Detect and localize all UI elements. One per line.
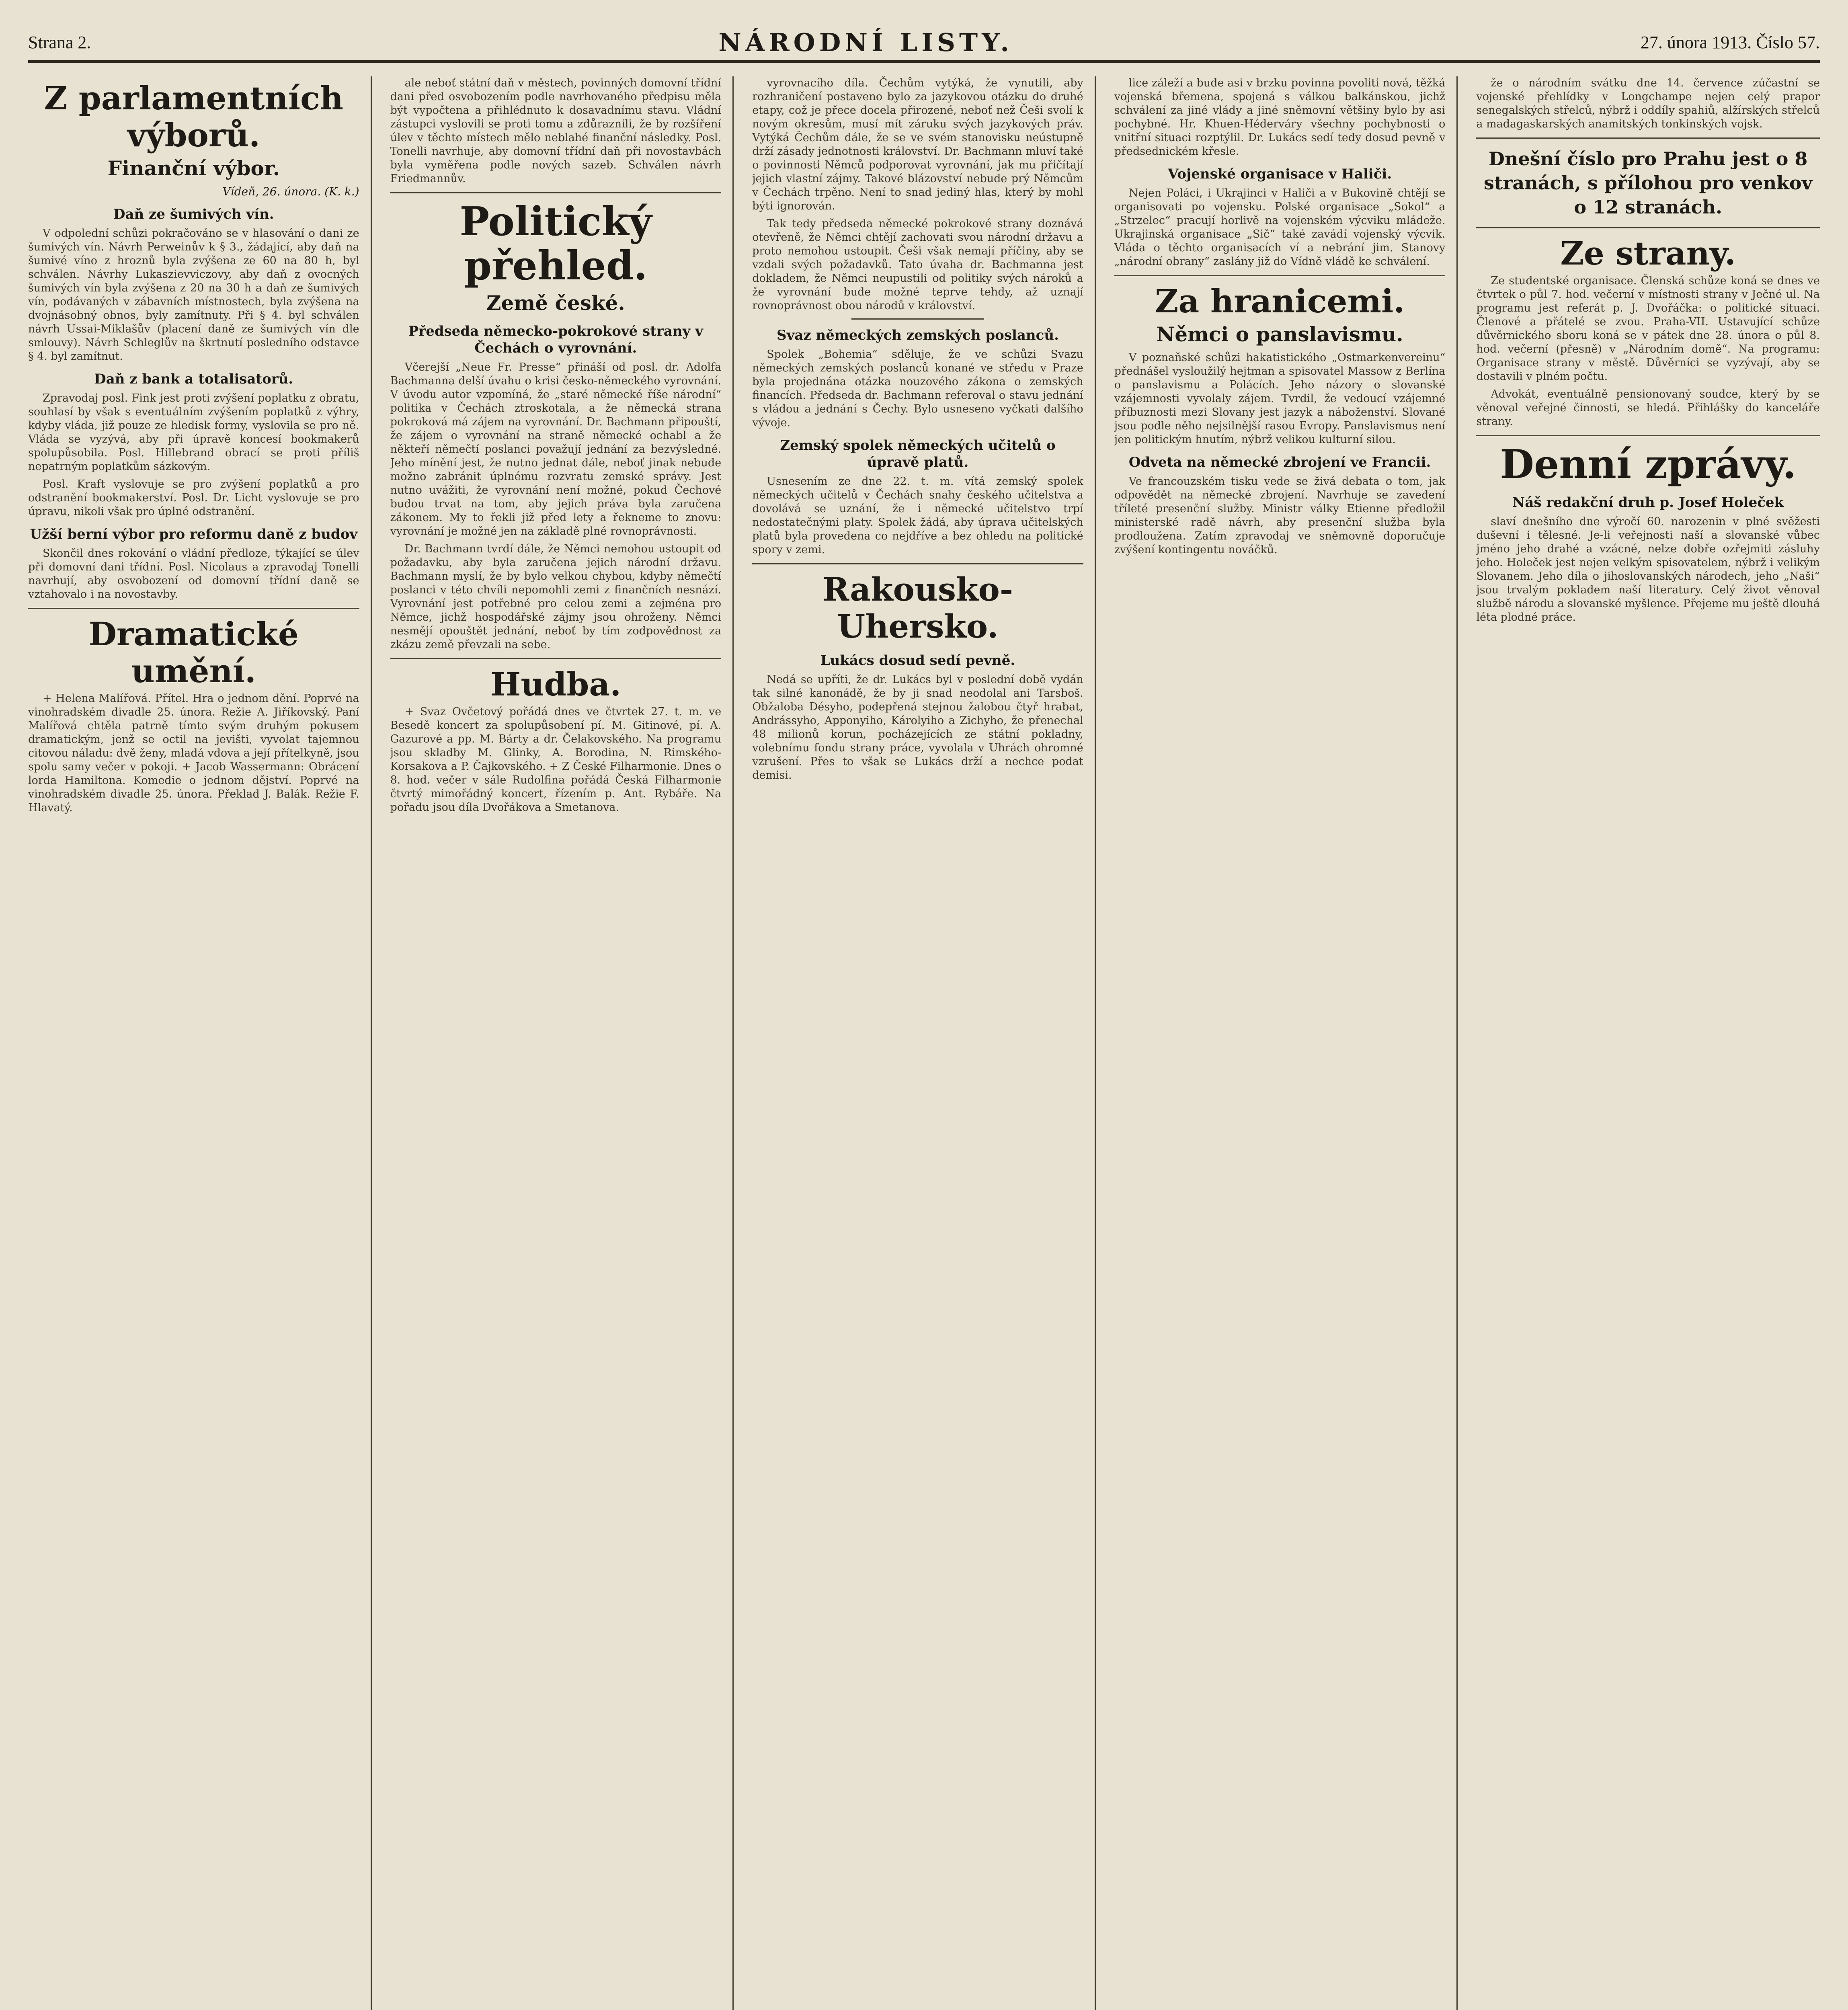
running-head <box>28 24 1820 63</box>
divider <box>390 658 722 659</box>
divider <box>752 563 1083 564</box>
article-text: Usnesením ze dne 22. t. m. vítá zemský spolek německých učitelů v Čechách snahy českého učitelstva a dovolává se uznání, že i německé učitelstvo trpí nedostatečnými platy. Spolek žádá, aby úprava učitelských platů byla provedena co nejdříve a bez ohledu na politické spory v zemi. <box>752 475 1083 556</box>
issue-date: 27. února 1913. Číslo 57. <box>1640 32 1820 52</box>
divider <box>28 608 359 609</box>
item-title-france: Odveta na německé zbrojení ve Francii. <box>1128 454 1431 470</box>
column-2 <box>390 76 734 2010</box>
divider <box>1476 227 1820 228</box>
item-title-galicia: Vojenské organisace v Haliči. <box>1168 166 1392 182</box>
column-5 <box>1476 76 1820 2010</box>
article-text: Ze studentské organisace. Členská schůze koná se dnes ve čtvrtek o půl 7. hod. večerní v místnosti strany v Ječné ul. Na programu jest referát p. J. Dvořáčka: o politické situaci. Členové a přátelé se zvou. Praha-VII. Ustavující schůze důvěrnického sboru koná se v pátek dne 28. února o půl 8. hod. večerní (přesně) v „Národním domě“. Na programu: Organisace strany v městě. Důvěrníci se vyzývají, aby se dostavili v plném počtu. <box>1476 275 1820 383</box>
article-text: + Svaz Ovčetový pořádá dnes ve čtvrtek 27. t. m. ve Besedě koncert za spolupůsobení pí. M. Gitinové, pí. A. Gazurové a pp. M. Bárty a dr. Čelakovského. Na programu jsou skladby M. Glinky, A. Borodina, N. Rimského-Korsakova a P. Čajkovského. + Z České Filharmonie. Dnes o 8. hod. večer v sále Rudolfina pořádá Česká Filharmonie čtvrtý mimořádný koncert, řízením p. Ant. Rybáře. Na pořadu jsou díla Dvořákova a Smetanova. <box>390 706 722 814</box>
divider <box>1476 137 1820 139</box>
item-title-wine-tax: Daň ze šumivých vín. <box>113 206 274 222</box>
article-text: Dr. Bachmann tvrdí dále, že Němci nemohou ustoupit od požadavku, aby byla zaručena jejich národní državu. Bachmann myslí, že by bylo velkou chybou, kdyby němečtí poslanci v této chvíli nepomohli zemi z finančních nesnází. Vyrovnání jest potřebné pro celou zemi a zejména pro Němce, jichž hospodářské zájmy jsou ohroženy. Němci nesmějí opouštět jednání, neboť by tím zodpovědnost za zkázu země převzali na sebe. <box>390 543 722 651</box>
section-title-party: Ze strany. <box>1560 234 1736 272</box>
subtitle-panslavism: Němci o panslavismu. <box>1156 322 1403 346</box>
subtitle-finance: Finanční výbor. <box>107 156 280 180</box>
article-text: Advokát, eventuálně pensionovaný soudce, který by se věnoval veřejné činnosti, se hledá. Přihlášky do kanceláře strany. <box>1476 388 1820 428</box>
item-title-reconciliation: Předseda německo-pokrokové strany v Čechách o vyrovnání. <box>408 323 703 356</box>
item-title-german-deputies: Svaz německých zemských poslanců. <box>777 327 1059 343</box>
column-1 <box>28 76 372 2010</box>
article-text: Zpravodaj posl. Fink jest proti zvýšení poplatku z obratu, souhlasí by však s eventuálním zvýšením poplatků z výhry, kdyby vláda, již pouze ze hledisk formy, vyslovila se pro ně. Vláda se vyzývá, aby při úpravě koncesí bookmakerů spolupůsobila. Posl. Hillebrand obrací se proti příliš nepatrným poplatkům sázkovým. <box>28 392 359 473</box>
item-title-holecek: Náš redakční druh p. Josef Holeček <box>1512 494 1784 511</box>
article-text: lice záleží a bude asi v brzku povinna povoliti nová, těžká vojenská břemena, spojená s válkou balkánskou, jichž schválení za jiné vlády a jiné sněmovní většiny bylo by asi pochybné. Hr. Khuen-Héderváry všechny pochybnosti o vnitřní situaci rozptýlil. Dr. Lukács sedí tedy dosud pevně v předsednickém křesle. <box>1114 77 1446 158</box>
subtitle-czech-lands: Země české. <box>486 291 625 315</box>
columns <box>28 76 1820 2010</box>
section-title-politics: Politický přehled. <box>459 199 652 289</box>
article-text: Nejen Poláci, i Ukrajinci v Haliči a v Bukovině chtějí se organisovati po vojensku. Polské organisace „Sokol“ a „Strzelec“ pracují horlivě na vojenském výcviku mládeže. Ukrajinská organisace „Sič“ také zavádí vojenský výcvik. Vláda o těchto organisacích ví a nebrání jim. Stanovy „národní obrany“ zaslány již do Vídně vládě ke schválení. <box>1114 187 1446 268</box>
divider <box>1476 435 1820 436</box>
article-text: Včerejší „Neue Fr. Presse“ přináší od posl. dr. Adolfa Bachmanna delší úvahu o krisi česko-německého vyrovnání. V úvodu autor vzpomíná, že „staré německé říše národní“ politika v Čechách ztroskotala, a že německá strana pokroková má zájem na vyrovnání. Dr. Bachmann připouští, že zájem o vyrovnání na straně německé ochabl a že někteří němečtí poslanci považují jednání za bezvýsledné. Jeho mínění jest, že nutno jednat dále, neboť jinak nebude možno zabránit úplnému rozvratu zemské správy. Jest nutno uvážiti, že vyrovnání není možné, pokud Čechové budou trvat na tom, aby jejich práva byla zaručena zákonem. My to řekli již před lety a řekneme to znovu: vyrovnání je možné jen na základě plné rovnoprávnosti. <box>390 361 722 537</box>
page-label: Strana 2. <box>28 32 91 52</box>
item-title-building-tax: Užší berní výbor pro reformu daně z budov <box>30 526 358 542</box>
section-title-abroad: Za hranicemi. <box>1155 282 1405 320</box>
item-title-teachers: Zemský spolek německých učitelů o úpravě platů. <box>780 437 1056 470</box>
article-text: ale neboť státní daň v městech, povinných domovní třídní dani před osvobozením podle navrhovaného předpisu měla být vypočtena a přihlédnuto k dosavadnímu stavu. Vládní zástupci vyslovili se proti tomu a zdůraznili, že by rozšíření úlev v těchto místech mělo neblahé finanční následky. Posl. Tonelli navrhuje, aby domovní třídní daň při novostavbách byla vyměřena podle nových sazeb. Schválen návrh Friedmannův. <box>390 77 722 185</box>
section-title-parliament: Z parlamentních výborů. <box>44 79 344 154</box>
column-3 <box>752 76 1096 2010</box>
article-text: Tak tedy předseda německé pokrokové strany doznává otevřeně, že Němci chtějí zachovati svou národní državu a proto nemohou ustoupit. Češi však nemají příčiny, aby se vzdali svých požadavků. Tato úvaha dr. Bachmanna jest dokladem, že Němci neupustili od politiky svých nároků a že vyrovnání bude možné teprve tehdy, až uznají rovnoprávnost obou národů v království. <box>752 217 1083 312</box>
divider <box>390 192 722 193</box>
article-text: že o národním svátku dne 14. července zúčastní se vojenské přehlídky v Longchampe nejen celý prapor senegalských střelců, nýbrž i oddíly spahiů, alžírských střelců a madagaskarských anamitských tonkinských vojsk. <box>1476 77 1820 130</box>
article-text: Spolek „Bohemia“ sděluje, že ve schůzi Svazu německých zemských poslanců konané ve středu v Praze byla projednána otázka nouzového zákona o zemských financích. Předseda dr. Bachmann referoval o stavu jednání s vládou a jednání s Čechy. Bylo usneseno vyčkati dalšího vývoje. <box>752 348 1083 429</box>
section-title-music: Hudba. <box>490 665 621 703</box>
masthead: NÁRODNÍ LISTY. <box>718 27 1013 57</box>
item-title-lukacs: Lukács dosud sedí pevně. <box>820 652 1015 669</box>
item-title-bank-tax: Daň z bank a totalisatorů. <box>94 371 293 387</box>
section-title-austria-hungary: Rakousko-Uhersko. <box>822 570 1013 645</box>
divider <box>1114 275 1446 276</box>
divider <box>851 318 984 320</box>
article-text: Nedá se upříti, že dr. Lukács byl v poslední době vydán tak silné kanonádě, že by ji snad neodolal ani Tarsboš. Obžaloba Désyho, podepřená stejnou žalobou čtyř hrabat, Andrássyho, Apponyiho, Károlyiho a Zichyho, že přenechal 48 milionů korun, pocházejících ze státní pokladny, volebnímu fondu strany práce, vyvolala v Uhrách ohromné vzrušení. Přes to však se Lukács drží a nechce podat demisi. <box>752 673 1083 781</box>
article-text: Ve francouzském tisku vede se živá debata o tom, jak odpovědět na německé zbrojení. Navrhuje se zavedení tříleté presenční služby. Ministr války Etienne předložil ministerské radě návrh, aby presenční služba byla prodloužena. Zatím zpravodaj ve sněmovně doporučuje zvýšení kontingentu nováčků. <box>1114 475 1446 556</box>
article-text: vyrovnacího díla. Čechům vytýká, že vynutili, aby rozhraničení postaveno bylo za jazykovou otázku do druhé etapy, což je přece docela přirozené, neboť než Češi svolí k novým okresům, musí mít záruku svých jazykových práv. Vytýká Čechům dále, že se ve svém stanovisku neústupně drží zásady jednotnosti království. Dr. Bachmann mluví také o povinnosti Němců podporovat vyrovnání, jak mu přičítají jejich vlastní zájmy. Takové blázovství nebude prý Němcům v Čechách trpěno. Není to snad jediný hlas, který by mohl býti ignorován. <box>752 77 1083 212</box>
article-text: V poznaňské schůzi hakatistického „Ostmarkenvereinu“ přednášel vysloužilý hejtman a spisovatel Massow z Berlína o panslavismu a Polácích. Jeho názory o slovanské vzájemnosti vyvolaly zájem. Tvrdil, že vedoucí vzájemné příbuznosti mezi Slovany jest jazyk a náboženství. Slované jsou podle něho nejsilnější rasou Evropy. Panslavismus není jen politickým hnutím, nýbrž velikou kulturní silou. <box>1114 351 1446 446</box>
article-text: Skončil dnes rokování o vládní předloze, týkající se úlev při domovní dani třídní. Posl. Nicolaus a zpravodaj Tonelli navrhují, aby osvobození od domovní třídní daně se vztahovalo i na novostavby. <box>28 547 359 601</box>
edition-notice: Dnešní číslo pro Prahu jest o 8 stranách, s přílohou pro venkov o 12 stranách. <box>1484 148 1813 218</box>
article-text: Posl. Kraft vyslovuje se pro zvýšení poplatků a pro odstranění bookmakerství. Posl. Dr. Licht vyslovuje se pro úpravu, nikoli však pro úplné odstranění. <box>28 478 359 518</box>
article-text: V odpolední schůzi pokračováno se v hlasování o dani ze šumivých vín. Návrh Perweinův k § 3., žádající, aby daň na šumivé víno z hroznů byla zvýšena ze 60 na 80 h, byl schválen. Návrhy Lukaszievviczovy, aby daň z ovocných šumivých vín byla zvýšena z 20 na 30 h a daň ze šumivých vín, podávaných v zábavních místnostech, byla zvýšena na dvojnásobný obnos, byly zamítnuty. Při § 4. byl schválen návrh Ussai-Miklašův (placení daně ze šumivých vín dle smlouvy). Návrh Schleglův na škrtnutí posledního odstavce § 4. byl zamítnut. <box>28 227 359 363</box>
section-title-daily-news: Denní zprávy. <box>1500 441 1797 488</box>
article-text: slaví dnešního dne výročí 60. narozenin v plné svěžesti duševní i tělesné. Je-li veřejnosti naší a slovanské vůbec jméno jeho drahé a vzácné, nelze dobře ozřejmiti zásluhy jeho. Holeček jest nejen velkým spisovatelem, nýbrž i velikým Slovanem. Jeho díla o jihoslovanských národech, jeho „Naši“ jsou trvalým pokladem naší literatury. Celý život věnoval službě národu a slovanské myšlence. Přejeme mu ještě dlouhá léta plodné práce. <box>1476 515 1820 624</box>
column-4 <box>1114 76 1458 2010</box>
dateline: Vídeň, 26. února. (K. k.) <box>222 185 359 198</box>
section-title-drama: Dramatické umění. <box>88 615 299 690</box>
article-text: + Helena Malířová. Přítel. Hra o jednom dění. Poprvé na vinohradském divadle 25. února. Režie A. Jiříkovský. Paní Malířová chtěla patrně tímto svým druhým pokusem dramatickým, jenž se octil na jevišti, vyvolat tajemnou citovou náladu: dvě ženy, mladá vdova a její přítelkyně, jsou spolu samy večer v pokoji. + Jacob Wassermann: Obrácení lorda Hamiltona. Komedie o jednom dějství. Poprvé na vinohradském divadle 25. února. Překlad J. Balák. Režie F. Hlavatý. <box>28 692 359 814</box>
